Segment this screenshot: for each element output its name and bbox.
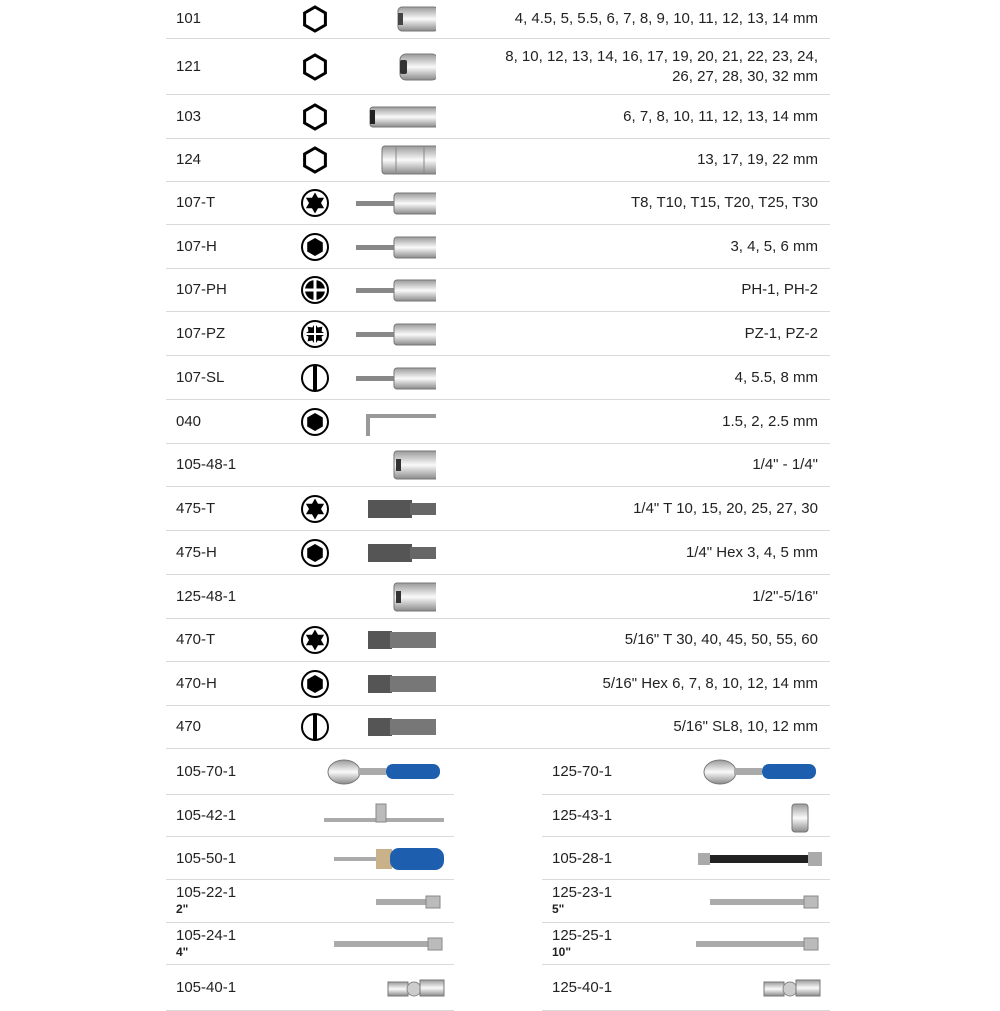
accessory-row bbox=[166, 880, 830, 923]
tool-image bbox=[316, 841, 446, 882]
size-range bbox=[752, 587, 818, 607]
table-row bbox=[166, 444, 830, 487]
part-number: 105-22-1 bbox=[176, 884, 237, 901]
bit-tool-icon bbox=[306, 491, 436, 527]
bit-socket-tool-icon bbox=[306, 360, 436, 396]
table-row bbox=[166, 269, 830, 312]
tool-image bbox=[306, 360, 436, 401]
tool-image bbox=[306, 491, 436, 532]
tool-image bbox=[692, 841, 822, 882]
part-number: 107-T bbox=[176, 194, 216, 211]
accessory-left bbox=[166, 749, 454, 795]
extension-short-tool-icon bbox=[316, 884, 446, 920]
table-row bbox=[166, 400, 830, 444]
t-handle-tool-icon bbox=[316, 798, 446, 834]
tool-image bbox=[306, 535, 436, 576]
size-line: 13, 17, 19, 22 mm bbox=[697, 151, 818, 168]
tool-image bbox=[306, 229, 436, 270]
size-line: 4, 4.5, 5, 5.5, 6, 7, 8, 9, 10, 11, 12, 13, 14 mm bbox=[514, 10, 818, 27]
part-number: 107-SL bbox=[176, 368, 225, 386]
table-row bbox=[166, 182, 830, 225]
size-range bbox=[697, 150, 818, 170]
table-row bbox=[166, 356, 830, 400]
part-number: 040 bbox=[176, 412, 202, 430]
accessory-left bbox=[166, 880, 454, 923]
table-row bbox=[166, 225, 830, 269]
tool-image bbox=[306, 447, 436, 488]
table-row bbox=[166, 39, 830, 95]
part-number: 105-48-1 bbox=[176, 456, 237, 473]
tool-image bbox=[316, 884, 446, 925]
universal-joint-tool-icon bbox=[692, 970, 822, 1006]
tool-image bbox=[306, 49, 436, 90]
accessory-row bbox=[166, 749, 830, 795]
bit-long-tool-icon bbox=[306, 709, 436, 745]
size-line: 8, 10, 12, 13, 14, 16, 17, 19, 20, 21, 22, 23, 24, bbox=[505, 47, 818, 65]
accessory-right bbox=[542, 923, 830, 965]
size-range bbox=[745, 324, 818, 344]
size-range bbox=[735, 368, 818, 388]
tool-image bbox=[316, 798, 446, 839]
size-range bbox=[631, 193, 818, 213]
part-number: 105-24-1 bbox=[176, 927, 237, 944]
extension-medium-tool-icon bbox=[316, 926, 446, 962]
tool-image bbox=[306, 99, 436, 140]
length-note: 5" bbox=[552, 902, 565, 916]
part-number: 125-70-1 bbox=[552, 763, 613, 780]
accessory-right bbox=[542, 795, 830, 837]
bit-socket-tool-icon bbox=[306, 272, 436, 308]
tool-image bbox=[316, 926, 446, 967]
tool-image bbox=[306, 272, 436, 313]
size-line: 4, 5.5, 8 mm bbox=[734, 368, 818, 386]
size-line: 5/16" Hex 6, 7, 8, 10, 12, 14 mm bbox=[602, 674, 818, 692]
size-line: 5/16" T 30, 40, 45, 50, 55, 60 bbox=[624, 631, 818, 648]
part-number: 105-28-1 bbox=[552, 849, 613, 867]
accessory-left bbox=[166, 923, 454, 965]
adapter-tool-icon bbox=[306, 447, 436, 483]
accessory-right bbox=[542, 749, 830, 795]
part-number: 475-H bbox=[176, 543, 217, 561]
tool-image bbox=[692, 970, 822, 1011]
tool-image bbox=[692, 754, 822, 795]
hex-key-tool-icon bbox=[306, 404, 436, 440]
table-row bbox=[166, 662, 830, 706]
part-number: 125-48-1 bbox=[176, 587, 237, 605]
part-number: 105-40-1 bbox=[176, 979, 237, 996]
part-number: 470 bbox=[176, 718, 202, 735]
part-number: 105-50-1 bbox=[176, 849, 237, 867]
size-line: 3, 4, 5, 6 mm bbox=[730, 237, 818, 255]
accessory-right bbox=[542, 880, 830, 923]
length-note: 4" bbox=[176, 945, 189, 959]
ratchet-tool-icon bbox=[316, 754, 446, 790]
tool-image bbox=[306, 404, 436, 445]
size-line: 1/4" T 10, 15, 20, 25, 27, 30 bbox=[633, 499, 818, 517]
ratchet-tool-icon bbox=[692, 754, 822, 790]
size-line: 1.5, 2, 2.5 mm bbox=[722, 412, 818, 430]
size-line: 1/2"-5/16" bbox=[752, 587, 818, 605]
short-socket-dark-tool-icon bbox=[306, 49, 436, 85]
size-line: 1/4" Hex 3, 4, 5 mm bbox=[685, 543, 818, 561]
part-number: 107-H bbox=[176, 237, 217, 255]
length-note: 2" bbox=[176, 902, 189, 916]
part-number: 105-70-1 bbox=[176, 763, 237, 780]
part-number: 470-T bbox=[176, 631, 216, 648]
size-range bbox=[673, 717, 818, 737]
size-range bbox=[633, 499, 818, 519]
tool-image bbox=[306, 666, 436, 707]
bit-tool-icon bbox=[306, 535, 436, 571]
bit-long-tool-icon bbox=[306, 666, 436, 702]
size-range bbox=[625, 630, 818, 650]
tool-image bbox=[306, 1, 436, 42]
table-row bbox=[166, 0, 830, 39]
size-line: 1/4" - 1/4" bbox=[752, 456, 818, 473]
size-range bbox=[623, 107, 818, 127]
accessory-row bbox=[166, 923, 830, 965]
size-line: PZ-1, PZ-2 bbox=[744, 324, 818, 342]
bit-socket-tool-icon bbox=[306, 229, 436, 265]
part-number: 124 bbox=[176, 151, 202, 168]
tool-image bbox=[692, 884, 822, 925]
part-number: 107-PH bbox=[176, 281, 227, 298]
part-number: 103 bbox=[176, 107, 202, 125]
universal-joint-tool-icon bbox=[316, 970, 446, 1006]
extension-medium-tool-icon bbox=[692, 884, 822, 920]
flex-extension-tool-icon bbox=[692, 841, 822, 877]
screwdriver-handle-tool-icon bbox=[316, 841, 446, 877]
table-row bbox=[166, 531, 830, 575]
table-row bbox=[166, 312, 830, 356]
size-line: PH-1, PH-2 bbox=[741, 281, 818, 298]
part-number: 475-T bbox=[176, 499, 216, 517]
part-number: 107-PZ bbox=[176, 324, 226, 342]
length-note: 10" bbox=[552, 945, 572, 959]
table-row bbox=[166, 139, 830, 182]
accessory-left bbox=[166, 837, 454, 880]
tool-image bbox=[692, 798, 822, 839]
part-number: 125-43-1 bbox=[552, 807, 613, 824]
size-range bbox=[752, 455, 818, 475]
accessory-row bbox=[166, 965, 830, 1011]
bit-socket-tool-icon bbox=[306, 316, 436, 352]
accessories bbox=[166, 749, 830, 1011]
tool-image bbox=[306, 142, 436, 183]
part-number: 470-H bbox=[176, 674, 217, 692]
size-range bbox=[515, 9, 818, 29]
adapter-tool-icon bbox=[306, 579, 436, 615]
part-number: 121 bbox=[176, 57, 202, 75]
size-line: 5/16" SL8, 10, 12 mm bbox=[673, 718, 818, 735]
tool-image bbox=[692, 926, 822, 967]
tool-image bbox=[306, 709, 436, 750]
accessory-row bbox=[166, 795, 830, 837]
part-number: 125-23-1 bbox=[552, 884, 613, 901]
accessory-row bbox=[166, 837, 830, 880]
accessory-left bbox=[166, 795, 454, 837]
deep-socket-wide-tool-icon bbox=[306, 142, 436, 178]
size-range bbox=[603, 674, 818, 694]
size-range bbox=[722, 412, 818, 432]
tool-set-table bbox=[166, 0, 830, 1011]
part-number: 125-25-1 bbox=[552, 927, 613, 944]
size-range bbox=[741, 280, 818, 300]
table-row bbox=[166, 487, 830, 531]
tool-image bbox=[306, 579, 436, 620]
accessory-right bbox=[542, 965, 830, 1011]
part-number: 105-42-1 bbox=[176, 807, 237, 824]
bit-long-tool-icon bbox=[306, 622, 436, 658]
tool-image bbox=[316, 970, 446, 1011]
tool-image bbox=[306, 316, 436, 357]
accessory-left bbox=[166, 965, 454, 1011]
part-number: 101 bbox=[176, 10, 202, 27]
tool-image bbox=[316, 754, 446, 795]
bit-socket-tool-icon bbox=[306, 185, 436, 221]
size-line: 26, 27, 28, 30, 32 mm bbox=[672, 67, 818, 85]
small-adapter-tool-icon bbox=[692, 798, 822, 834]
deep-socket-tool-icon bbox=[306, 99, 436, 135]
table-row bbox=[166, 95, 830, 139]
part-number: 125-40-1 bbox=[552, 979, 613, 996]
size-line: T8, T10, T15, T20, T25, T30 bbox=[630, 194, 818, 211]
size-range bbox=[686, 543, 818, 563]
table-row bbox=[166, 619, 830, 662]
tool-image bbox=[306, 622, 436, 663]
size-line: 6, 7, 8, 10, 11, 12, 13, 14 mm bbox=[623, 107, 818, 125]
tool-image bbox=[306, 185, 436, 226]
extension-long-tool-icon bbox=[692, 926, 822, 962]
size-range bbox=[505, 47, 818, 87]
table-row bbox=[166, 706, 830, 749]
accessory-right bbox=[542, 837, 830, 880]
size-range bbox=[730, 237, 818, 257]
table-row bbox=[166, 575, 830, 619]
short-socket-tool-icon bbox=[306, 1, 436, 37]
